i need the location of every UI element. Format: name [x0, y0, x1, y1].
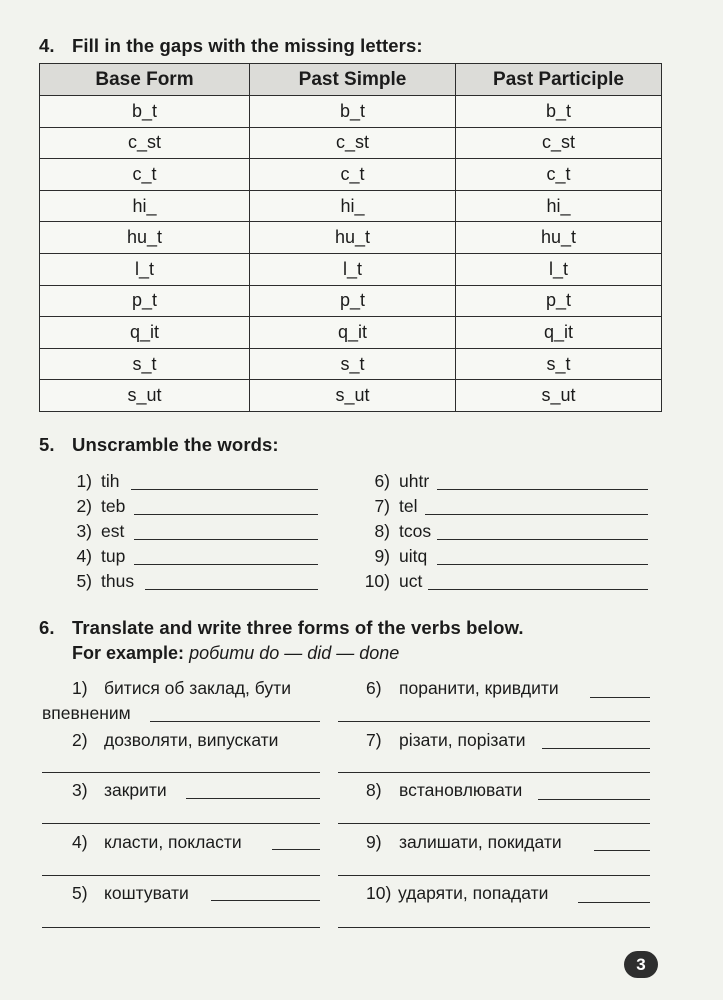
answer-line[interactable] [437, 489, 648, 490]
answer-line[interactable] [437, 564, 648, 565]
translate-item-number: 4) [72, 832, 88, 852]
answer-line[interactable] [338, 721, 650, 722]
scrambled-word: uhtr [399, 471, 430, 491]
scramble-item [358, 569, 422, 593]
task-5-heading [39, 434, 279, 456]
translate-item-text: залишати, покидати [399, 832, 562, 852]
translate-item-text: ударяти, попадати [398, 883, 549, 903]
scramble-number: 6) [374, 471, 390, 491]
scrambled-word: est [101, 521, 125, 541]
base-form-cell[interactable]: c_t [40, 159, 250, 191]
base-form-cell[interactable]: p_t [40, 285, 250, 317]
header-past-participle: Past Participle [456, 64, 662, 96]
answer-line[interactable] [134, 539, 318, 540]
translate-item-text: поранити, кривдити [399, 678, 559, 698]
scramble-item [72, 544, 125, 568]
header-base-form: Base Form [40, 64, 250, 96]
past-participle-cell[interactable]: q_it [456, 317, 662, 349]
scramble-item [72, 494, 125, 518]
table-row [40, 96, 662, 128]
translate-item-number: 10) [366, 883, 392, 903]
answer-line[interactable] [211, 900, 320, 901]
scramble-item [72, 569, 134, 593]
past-simple-cell[interactable]: l_t [250, 253, 456, 285]
answer-line[interactable] [42, 772, 320, 773]
translate-item-number: 6) [366, 678, 382, 698]
scramble-number: 5) [76, 571, 92, 591]
table-row [40, 380, 662, 412]
scramble-number: 1) [76, 471, 92, 491]
answer-line[interactable] [425, 514, 648, 515]
task-6-heading [39, 617, 524, 639]
answer-line[interactable] [134, 564, 318, 565]
scramble-number: 9) [374, 546, 390, 566]
translate-item-number: 2) [72, 730, 88, 750]
task-4-heading [39, 35, 423, 57]
task-5-title: Unscramble the words: [72, 434, 279, 455]
scrambled-word: tcos [399, 521, 432, 541]
answer-line[interactable] [42, 927, 320, 928]
answer-line[interactable] [538, 799, 650, 800]
translate-item-text: класти, покласти [104, 832, 242, 852]
past-participle-cell[interactable]: p_t [456, 285, 662, 317]
scramble-number: 4) [76, 546, 92, 566]
past-participle-cell[interactable]: hi_ [456, 190, 662, 222]
answer-line[interactable] [590, 697, 650, 698]
past-simple-cell[interactable]: c_st [250, 127, 456, 159]
answer-line[interactable] [542, 748, 650, 749]
past-simple-cell[interactable]: hi_ [250, 190, 456, 222]
base-form-cell[interactable]: s_ut [40, 380, 250, 412]
scrambled-word: uct [399, 571, 423, 591]
scramble-item [72, 519, 124, 543]
translate-item-text: різати, порізати [399, 730, 526, 750]
translate-item-number: 7) [366, 730, 382, 750]
answer-line[interactable] [428, 589, 648, 590]
table-row [40, 348, 662, 380]
answer-line[interactable] [186, 798, 320, 799]
past-participle-cell[interactable]: b_t [456, 96, 662, 128]
table-row [40, 285, 662, 317]
answer-line[interactable] [437, 539, 648, 540]
base-form-cell[interactable]: s_t [40, 348, 250, 380]
scrambled-word: teb [101, 496, 126, 516]
answer-line[interactable] [42, 823, 320, 824]
answer-line[interactable] [145, 589, 318, 590]
base-form-cell[interactable]: hi_ [40, 190, 250, 222]
answer-line[interactable] [272, 849, 320, 850]
example-label: For example: [72, 643, 185, 663]
translate-item-number: 1) [72, 678, 88, 698]
past-participle-cell[interactable]: c_t [456, 159, 662, 191]
base-form-cell[interactable]: hu_t [40, 222, 250, 254]
answer-line[interactable] [338, 927, 650, 928]
header-past-simple: Past Simple [250, 64, 456, 96]
translate-item-number: 5) [72, 883, 88, 903]
scramble-item [358, 519, 431, 543]
base-form-cell[interactable]: l_t [40, 253, 250, 285]
translate-item-text: закрити [104, 780, 167, 800]
page-number-badge: 3 [624, 951, 658, 978]
past-participle-cell[interactable]: s_t [456, 348, 662, 380]
past-simple-cell[interactable]: p_t [250, 285, 456, 317]
table-row [40, 317, 662, 349]
translate-item-text: битися об заклад, бути [104, 678, 291, 698]
table-header-row [40, 64, 662, 96]
past-simple-cell[interactable]: q_it [250, 317, 456, 349]
answer-line[interactable] [594, 850, 650, 851]
scramble-item [72, 469, 119, 493]
answer-line[interactable] [42, 875, 320, 876]
scramble-number: 7) [374, 496, 390, 516]
task-6-number: 6. [39, 617, 55, 638]
translate-item-text: встановлювати [399, 780, 523, 800]
scramble-number: 10) [364, 571, 390, 591]
translate-item-text-continued: впевненим [42, 703, 131, 723]
translate-item-number: 9) [366, 832, 382, 852]
scramble-number: 8) [374, 521, 390, 541]
scrambled-word: tup [101, 546, 126, 566]
base-form-cell[interactable]: c_st [40, 127, 250, 159]
past-participle-cell[interactable]: l_t [456, 253, 662, 285]
past-participle-cell[interactable]: c_st [456, 127, 662, 159]
task-4-title: Fill in the gaps with the missing letters: [72, 35, 423, 56]
table-row [40, 253, 662, 285]
task-5-number: 5. [39, 434, 55, 455]
scramble-number: 2) [76, 496, 92, 516]
scramble-number: 3) [76, 521, 92, 541]
table-row [40, 190, 662, 222]
scramble-item [358, 469, 429, 493]
scrambled-word: tel [399, 496, 418, 516]
base-form-cell[interactable]: q_it [40, 317, 250, 349]
scramble-item [358, 544, 427, 568]
scramble-item [358, 494, 417, 518]
task-4-number: 4. [39, 35, 55, 56]
past-simple-cell[interactable]: hu_t [250, 222, 456, 254]
answer-line[interactable] [134, 514, 318, 515]
scrambled-word: tih [101, 471, 120, 491]
past-simple-cell[interactable]: b_t [250, 96, 456, 128]
past-simple-cell[interactable]: s_t [250, 348, 456, 380]
task-6-title: Translate and write three forms of the verbs below. [72, 617, 524, 638]
past-participle-cell[interactable]: s_ut [456, 380, 662, 412]
answer-line[interactable] [338, 875, 650, 876]
table-row [40, 127, 662, 159]
verb-forms-table [39, 63, 662, 412]
example-line [72, 643, 399, 664]
scrambled-word: uitq [399, 546, 428, 566]
answer-line[interactable] [578, 902, 650, 903]
answer-line[interactable] [131, 489, 318, 490]
example-text: робити do — did — done [189, 643, 400, 663]
translate-item-text: коштувати [104, 883, 189, 903]
translate-item-number: 3) [72, 780, 88, 800]
past-participle-cell[interactable]: hu_t [456, 222, 662, 254]
translate-item-text: дозволяти, випускати [104, 730, 279, 750]
base-form-cell[interactable]: b_t [40, 96, 250, 128]
past-simple-cell[interactable]: c_t [250, 159, 456, 191]
answer-line[interactable] [338, 823, 650, 824]
answer-line[interactable] [338, 772, 650, 773]
table-row [40, 222, 662, 254]
past-simple-cell[interactable]: s_ut [250, 380, 456, 412]
translate-item-number: 8) [366, 780, 382, 800]
scrambled-word: thus [101, 571, 135, 591]
answer-line[interactable] [150, 721, 320, 722]
table-row [40, 159, 662, 191]
